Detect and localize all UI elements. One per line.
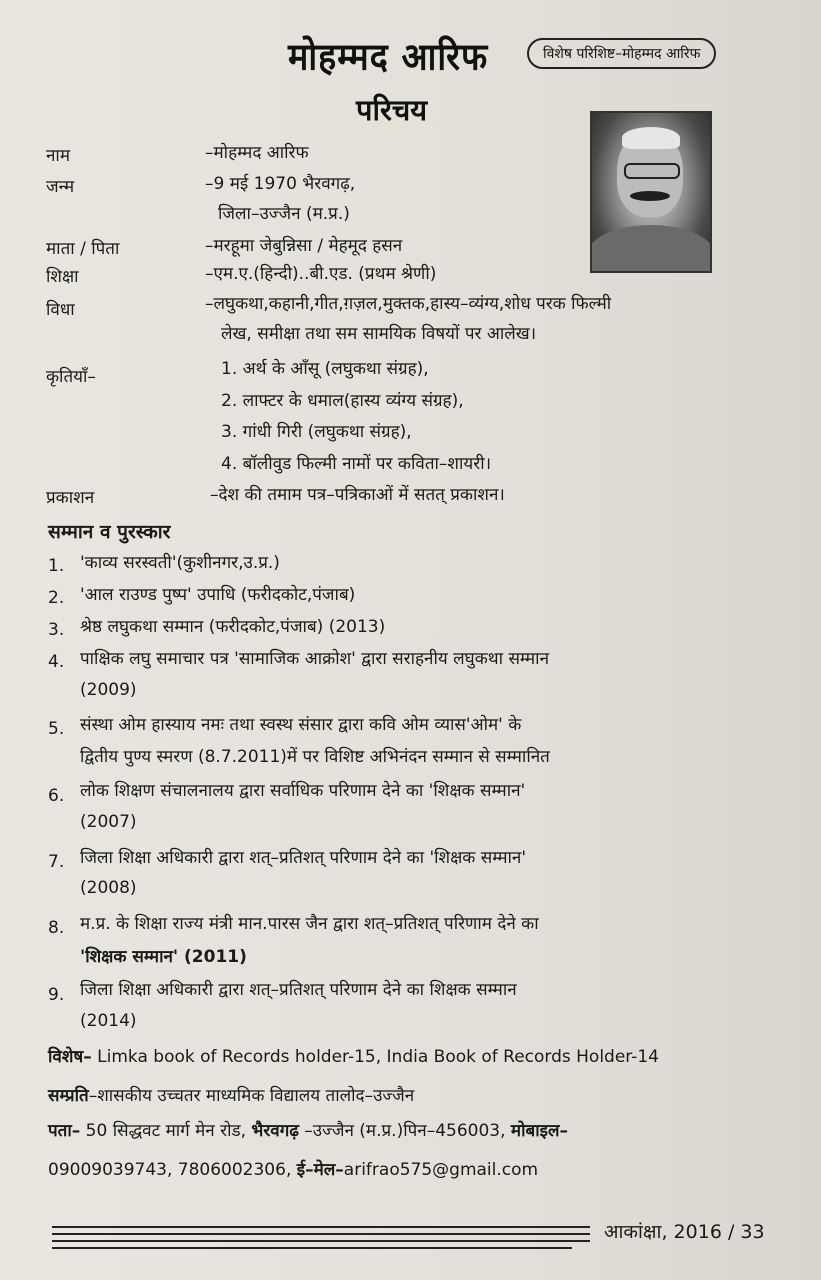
- works-item: 4. बॉलीवुड फिल्मी नामों पर कविता–शायरी।: [221, 454, 492, 474]
- special-line: [48, 1044, 659, 1067]
- footer-rule: [52, 1240, 590, 1242]
- award-text: (2008): [80, 878, 137, 898]
- award-text: जिला शिक्षा अधिकारी द्वारा शत्–प्रतिशत् परिणाम देने का शिक्षक सम्मान: [80, 980, 517, 1000]
- mobile-label: मोबाइल–: [510, 1121, 568, 1141]
- genre-label: विधा: [46, 300, 75, 320]
- footer-page-info: आकांक्षा, 2016 / 33: [604, 1221, 765, 1243]
- award-number: 1.: [48, 556, 65, 576]
- works-item: 1. अर्थ के आँसू (लघुकथा संग्रह),: [221, 359, 429, 379]
- genre-value-line2: लेख, समीक्षा तथा सम सामयिक विषयों पर आलेख।: [221, 324, 537, 344]
- education-value: –एम.ए.(हिन्दी)..बी.एड. (प्रथम श्रेणी): [205, 264, 437, 284]
- award-text: श्रेष्ठ लघुकथा सम्मान (फरीदकोट,पंजाब) (2013): [80, 617, 386, 637]
- email-value: arifrao575@gmail.com: [343, 1160, 539, 1180]
- name-label: नाम: [46, 146, 71, 166]
- address-line-1: [48, 1118, 568, 1141]
- parents-value: –मरहूमा जेबुन्निसा / मेहमूद हसन: [205, 236, 403, 256]
- award-text: लोक शिक्षण संचालनालय द्वारा सर्वाधिक परिणाम देने का 'शिक्षक सम्मान': [80, 781, 526, 801]
- author-photo: [590, 111, 712, 273]
- award-text: 'काव्य सरस्वती'(कुशीनगर,उ.प्र.): [80, 553, 280, 573]
- education-label: शिक्षा: [46, 267, 79, 287]
- publication-label: प्रकाशन: [46, 488, 95, 508]
- birth-label: जन्म: [46, 177, 75, 197]
- award-text: 'आल राउण्ड पुष्प' उपाधि (फरीदकोट,पंजाब): [80, 585, 356, 605]
- award-number: 9.: [48, 985, 65, 1005]
- current-label: सम्प्रति: [48, 1086, 89, 1106]
- works-item: 3. गांधी गिरी (लघुकथा संग्रह),: [221, 422, 412, 442]
- award-number: 7.: [48, 852, 65, 872]
- award-number: 4.: [48, 652, 65, 672]
- award-number: 8.: [48, 918, 65, 938]
- works-item: 2. लाफ्टर के धमाल(हास्य व्यंग्य संग्रह),: [221, 391, 464, 411]
- award-text: द्वितीय पुण्य स्मरण (8.7.2011)में पर विशिष्ट अभिनंदन सम्मान से सम्मानित: [80, 747, 550, 767]
- special-label: विशेष–: [48, 1047, 92, 1067]
- award-number: 5.: [48, 719, 65, 739]
- birth-value-line2: जिला–उज्जैन (म.प्र.): [218, 204, 350, 224]
- birth-value-line1: –9 मई 1970 भैरवगढ़,: [205, 174, 356, 194]
- works-label: कृतियाँ–: [46, 367, 96, 387]
- footer-rule: [52, 1233, 590, 1235]
- award-number: 6.: [48, 786, 65, 806]
- name-value: –मोहम्मद आरिफ: [205, 143, 309, 163]
- address-street: 50 सिद्धवट मार्ग मेन रोड,: [80, 1121, 252, 1141]
- photo-shoulders: [590, 225, 712, 273]
- section-title: परिचय: [356, 93, 428, 127]
- photo-mustache: [630, 191, 670, 201]
- publication-value: –देश की तमाम पत्र–पत्रिकाओं में सतत् प्रकाशन।: [210, 485, 505, 505]
- award-text: पाक्षिक लघु समाचार पत्र 'सामाजिक आक्रोश' द्वारा सराहनीय लघुकथा सम्मान: [80, 649, 550, 669]
- email-label: ई–मेल–: [296, 1160, 344, 1180]
- footer-rule: [52, 1226, 590, 1228]
- special-supplement-badge: विशेष परिशिष्ट–मोहम्मद आरिफ: [527, 38, 716, 69]
- current-post-line: [48, 1083, 414, 1106]
- footer-rule: [52, 1247, 572, 1249]
- parents-label: माता / पिता: [46, 239, 120, 259]
- address-line-2: [48, 1157, 538, 1180]
- award-number: 2.: [48, 588, 65, 608]
- current-value: –शासकीय उच्चतर माध्यमिक विद्यालय तालोद–उज्जैन: [88, 1086, 415, 1106]
- address-city-pin: –उज्जैन (म.प्र.)पिन–456003,: [298, 1121, 511, 1141]
- award-text: (2014): [80, 1011, 137, 1031]
- award-text: 'शिक्षक सम्मान' (2011): [80, 947, 247, 967]
- award-number: 3.: [48, 620, 65, 640]
- award-text: (2009): [80, 680, 137, 700]
- award-text: संस्था ओम हास्याय नमः तथा स्वस्थ संसार द्वारा कवि ओम व्यास'ओम' के: [80, 715, 522, 735]
- awards-heading: सम्मान व पुरस्कार: [48, 521, 171, 543]
- award-text: (2007): [80, 812, 137, 832]
- photo-glasses: [624, 163, 680, 179]
- mobile-numbers: 09009039743, 7806002306,: [48, 1160, 297, 1180]
- address-locality: भैरवगढ़: [251, 1121, 299, 1141]
- award-text: म.प्र. के शिक्षा राज्य मंत्री मान.पारस जैन द्वारा शत्–प्रतिशत् परिणाम देने का: [80, 914, 539, 934]
- photo-hair: [622, 127, 680, 149]
- address-label: पता–: [48, 1121, 81, 1141]
- special-value: Limka book of Records holder-15, India Book of Records Holder-14: [91, 1047, 659, 1067]
- award-text: जिला शिक्षा अधिकारी द्वारा शत्–प्रतिशत् परिणाम देने का 'शिक्षक सम्मान': [80, 848, 527, 868]
- author-name-heading: मोहम्मद आरिफ: [288, 35, 489, 80]
- genre-value-line1: –लघुकथा,कहानी,गीत,ग़ज़ल,मुक्तक,हास्य–व्यंग्य,शोध परक फिल्मी: [205, 294, 612, 314]
